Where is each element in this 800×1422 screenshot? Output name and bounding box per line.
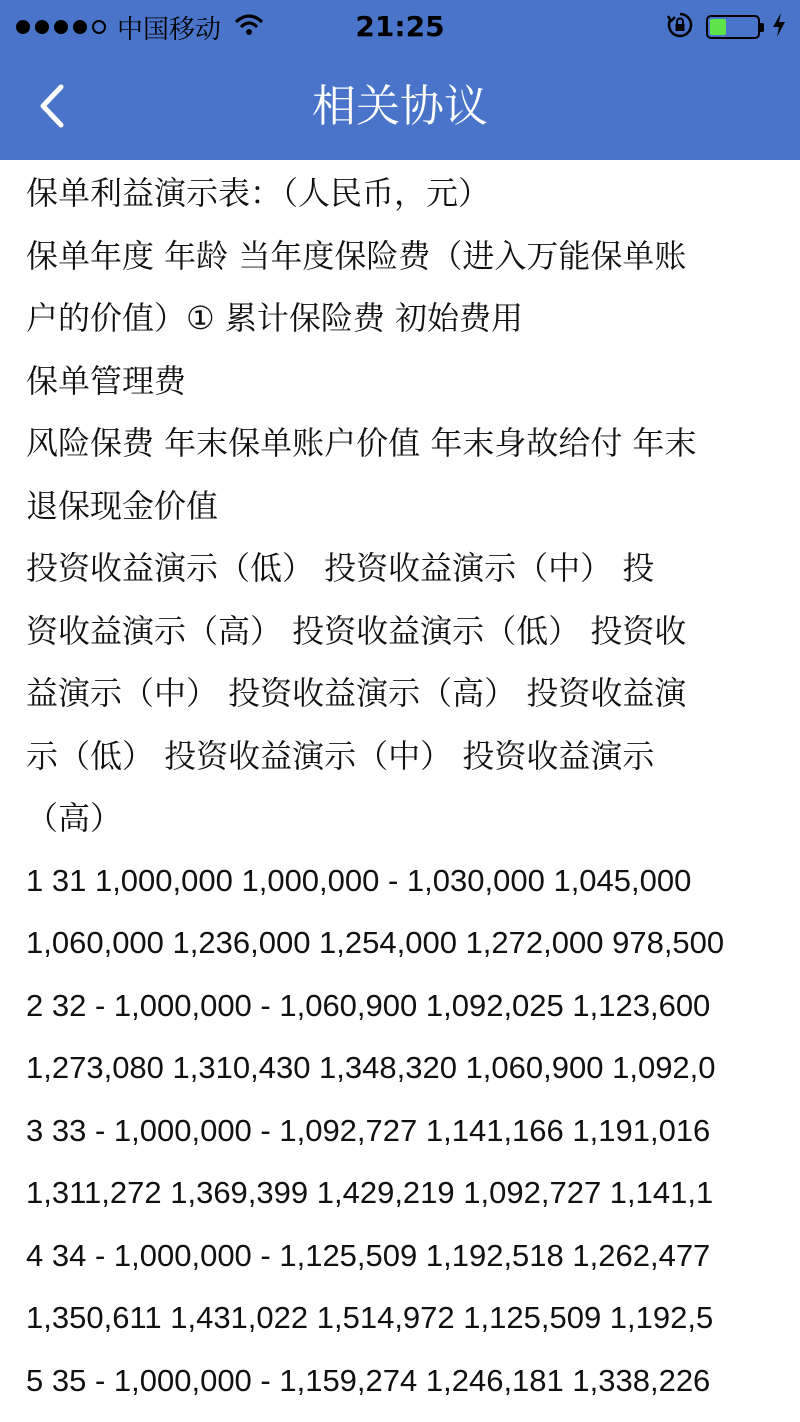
content-line: 1,311,272 1,369,399 1,429,219 1,092,727 1,141,1 xyxy=(26,1175,714,1210)
status-bar xyxy=(0,0,800,54)
charging-bolt-icon xyxy=(772,12,786,42)
content-line: 户的价值）① 累计保险费 初始费用 xyxy=(26,299,524,337)
content-line: 1,350,611 1,431,022 1,514,972 1,125,509 1,192,5 xyxy=(26,1300,714,1335)
battery-icon xyxy=(706,15,760,39)
content-line: 1,273,080 1,310,430 1,348,320 1,060,900 1,092,0 xyxy=(26,1050,716,1085)
content-line: 退保现金价值 xyxy=(26,486,219,525)
battery-level xyxy=(710,19,726,35)
content-line: 益演示（中） 投资收益演示（高） 投资收益演 xyxy=(26,674,687,712)
status-right xyxy=(666,10,786,44)
carrier-name: 中国移动 xyxy=(117,14,222,45)
content-line: 1 31 1,000,000 1,000,000 - 1,030,000 1,045,000 xyxy=(26,862,692,898)
page-title: 相关协议 xyxy=(312,81,488,132)
content-line: 3 33 - 1,000,000 - 1,092,727 1,141,166 1,191,016 xyxy=(26,1112,711,1148)
content-line: 保单管理费 xyxy=(26,361,187,400)
content-line: 示（低） 投资收益演示（中） 投资收益演示 xyxy=(26,736,655,775)
app-header xyxy=(0,0,800,160)
content-line: 保单年度 年龄 当年度保险费（进入万能保单账 xyxy=(26,236,687,275)
navigation-bar xyxy=(0,54,800,160)
rotation-lock-icon xyxy=(666,11,694,43)
content-line: 1,060,000 1,236,000 1,254,000 1,272,000 978,500 xyxy=(26,925,725,960)
content-line: 4 34 - 1,000,000 - 1,125,509 1,192,518 1,262,477 xyxy=(26,1237,711,1273)
content-line: 资收益演示（高） 投资收益演示（低） 投资收 xyxy=(26,611,687,650)
content-line: 2 32 - 1,000,000 - 1,060,900 1,092,025 1,123,600 xyxy=(26,987,711,1023)
content-line: 保单利益演示表：（人民币，元） xyxy=(26,174,491,212)
content-line: 风险保费 年末保单账户价值 年末身故给付 年末 xyxy=(26,424,697,462)
content-line: 5 35 - 1,000,000 - 1,159,274 1,246,181 1,338,226 xyxy=(26,1362,711,1398)
content-line: 投资收益演示（低） 投资收益演示（中） 投 xyxy=(26,549,655,587)
content-line: （高） xyxy=(26,799,123,837)
agreement-content[interactable] xyxy=(26,162,800,1412)
status-time: 21:25 xyxy=(355,10,445,43)
